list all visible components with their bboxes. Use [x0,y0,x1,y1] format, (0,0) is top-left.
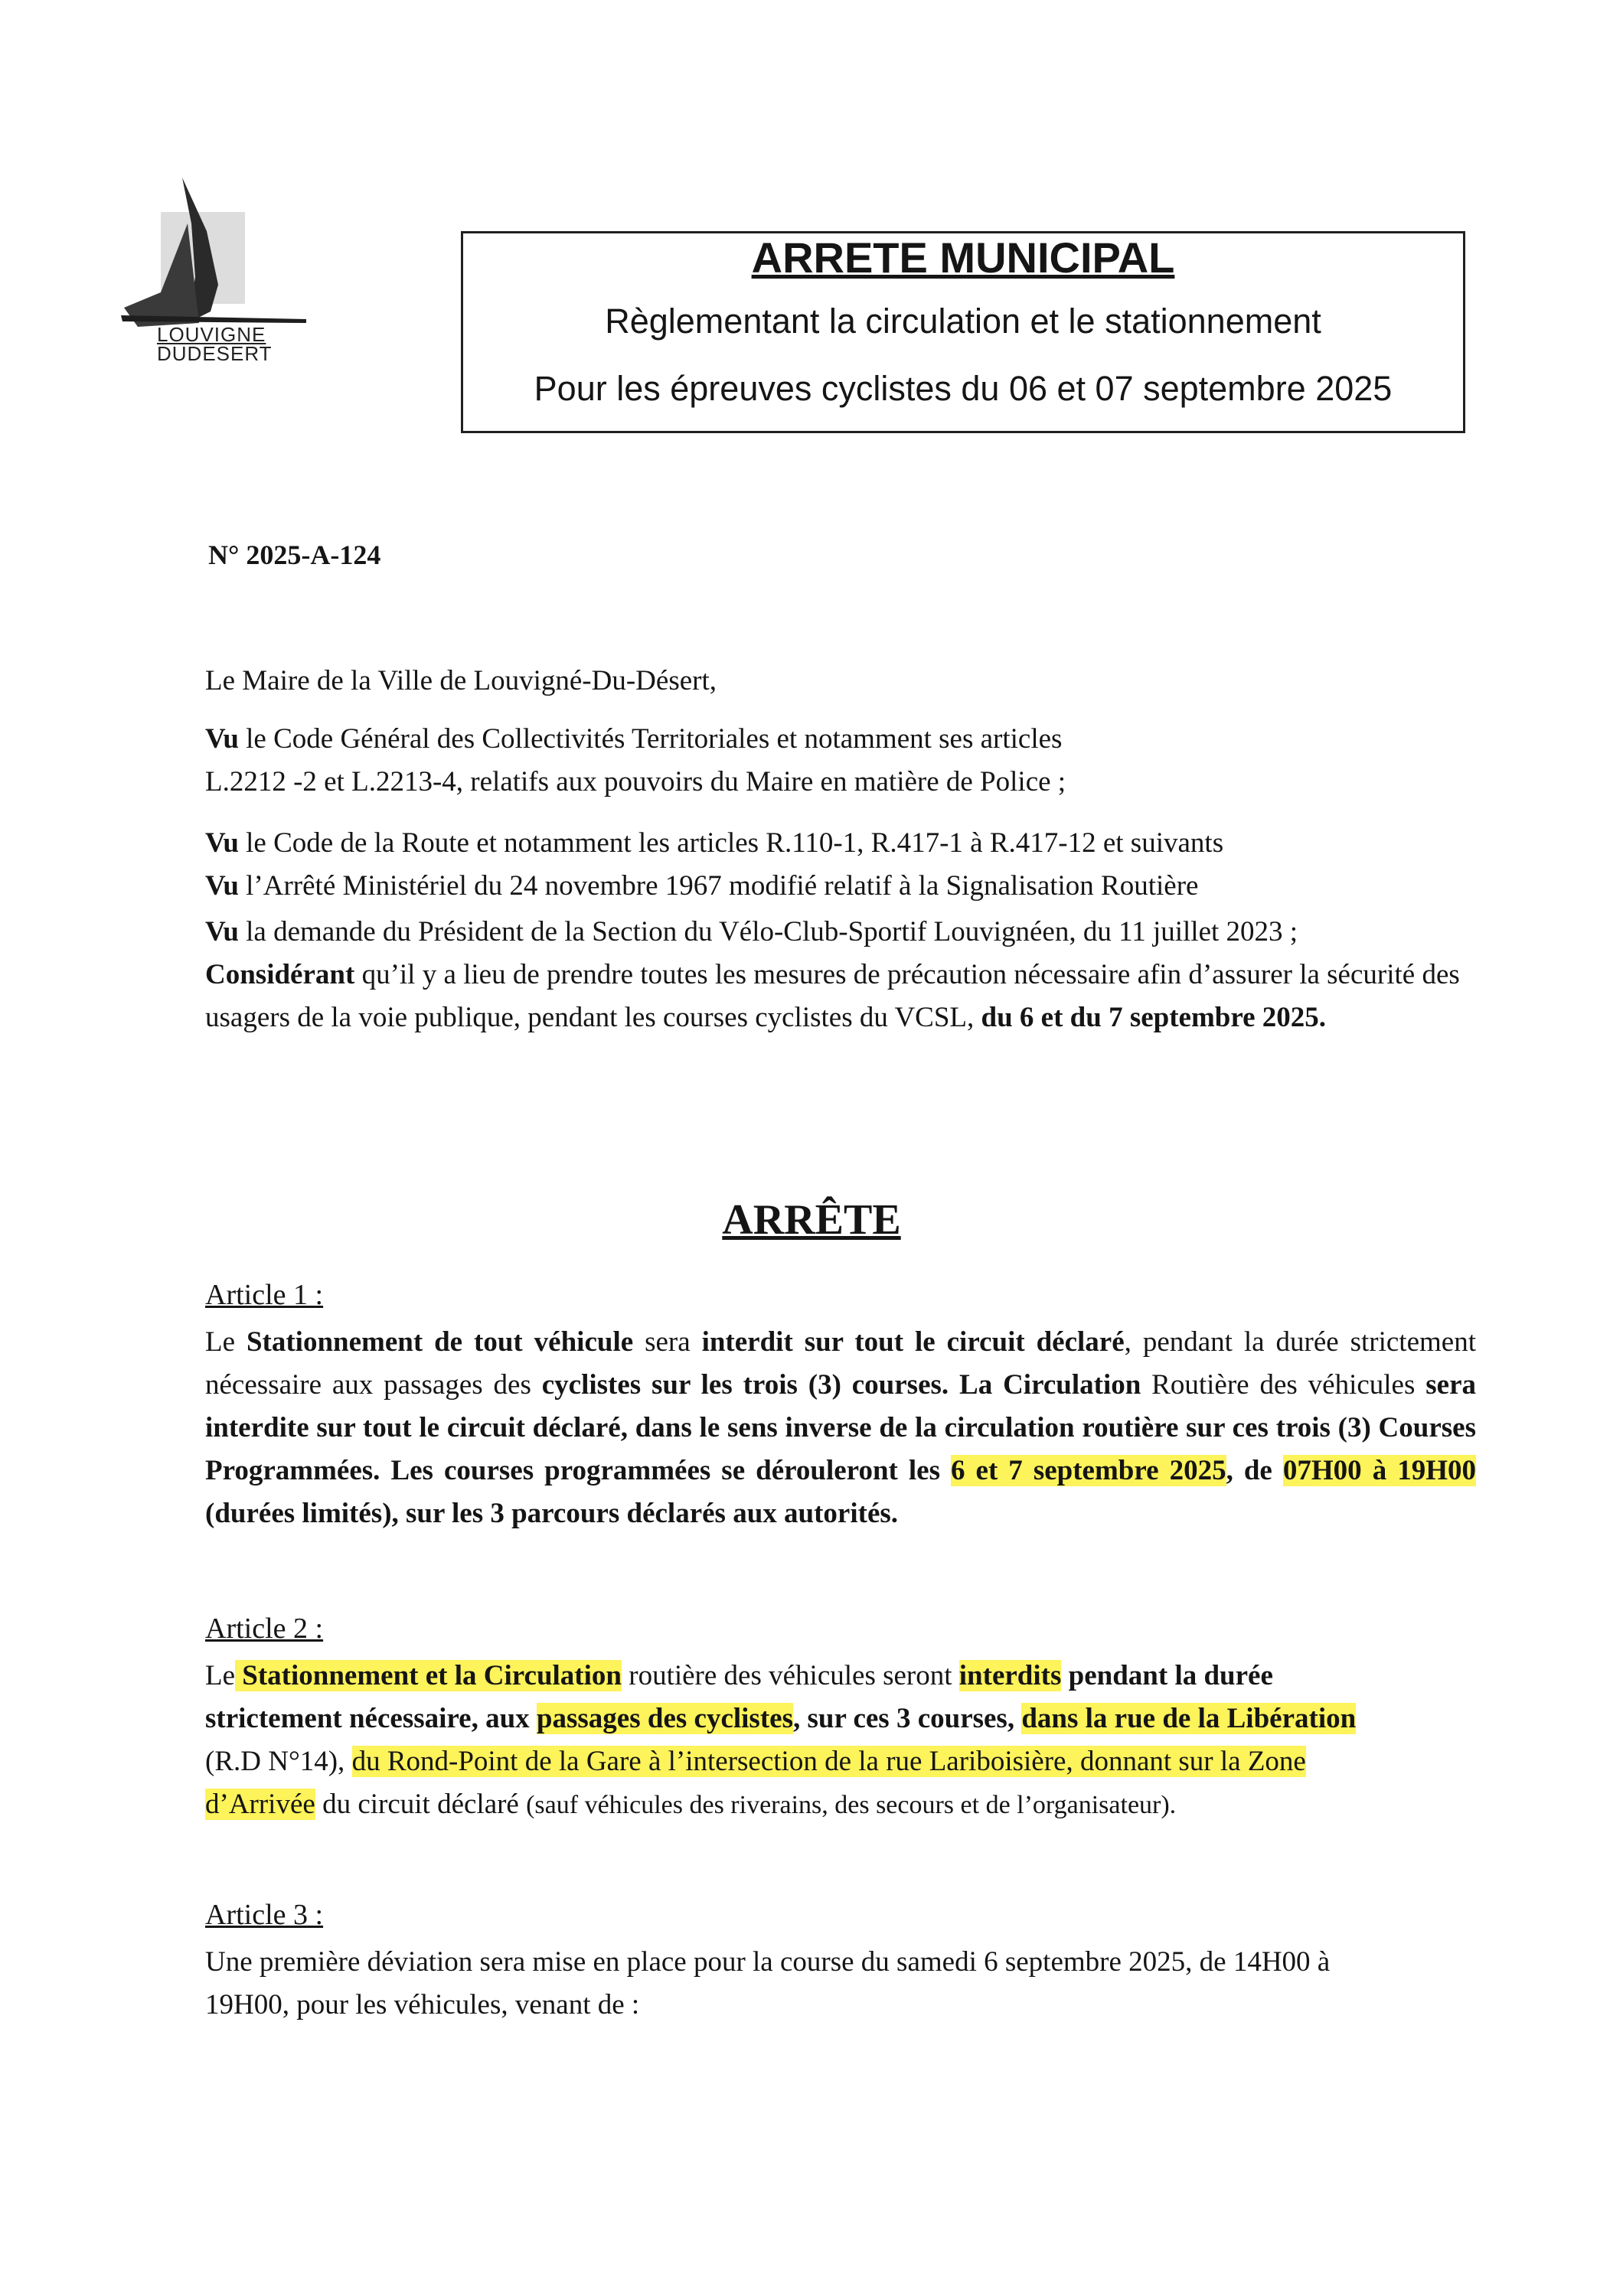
a1-t4 [949,1369,959,1401]
article-1-text [205,1321,1476,1535]
a2-t5: (sauf véhicules des riverains, des secours et de l’organisateur). [526,1791,1177,1819]
a1-t3: , pendant la durée strictement nécessaire aux passages des [205,1326,1476,1401]
vu-arrete-text: l’Arrêté Ministériel du 24 novembre 1967 modifié relatif à la Signalisation Routière [238,870,1199,902]
title-box [461,231,1465,433]
article-3-text: Une première déviation sera mise en place pour la course du samedi 6 septembre 2025, de 14H00 à 19H00, pour les véhicules, venant de : [205,1946,1331,2020]
intro-block [205,660,1476,1039]
a2-t4: du circuit déclaré [315,1789,527,1820]
a1-t5: Routière des véhicules [1141,1369,1426,1401]
decree-title: ARRÊTE [722,1196,901,1244]
article-1-colon: : [308,1279,324,1311]
article-2-body [205,1655,1415,1827]
a1-b7: (durées limités), sur les 3 parcours déclarés aux autorités. [205,1498,899,1529]
document-subtitle-2: Pour les épreuves cyclistes du 06 et 07 septembre 2025 [534,369,1393,408]
vu-label: Vu [205,827,239,859]
vu-code-route [205,822,1476,865]
vu-label: Vu [205,723,239,755]
a2-t1: Le [205,1660,236,1691]
a1-hours-highlight: 07H00 à 19H00 [1282,1455,1477,1486]
a2-stationnement-highlight: Stationnement et la Circulation [235,1660,622,1691]
a2-rond-point-highlight: du Rond-Point de la Gare à l’intersection de la rue Lariboisière, donnant sur la Zone d’Arrivée [205,1746,1306,1820]
a2-interdits-highlight: interdits [958,1660,1062,1691]
article-2-colon: : [308,1613,324,1645]
vu-cgct-articles: L.2212 -2 et L.2213-4, relatifs aux pouvoirs du Maire en matière de Police ; [205,766,1066,797]
logo-line-1: LOUVIGNE [157,323,266,346]
article-2-label: Article 2 [205,1613,309,1645]
mayor-line: Le Maire de la Ville de Louvigné-Du-Désert, [205,665,717,696]
a2-b2: , sur ces 3 courses, [792,1703,1022,1734]
article-3-body [205,1941,1399,2027]
vu-demande [205,911,1476,954]
a2-passages-highlight: passages des cyclistes [536,1703,793,1734]
a1-b4: La Circulation [959,1369,1141,1401]
considerant-dates: du 6 et du 7 septembre 2025. [981,1002,1327,1033]
vu-label: Vu [205,916,239,947]
logo-wordmark [157,325,273,364]
article-2-text [205,1655,1415,1827]
article-1-body [205,1321,1476,1535]
article-2-heading [205,1612,323,1645]
a1-b2: interdit sur tout le circuit déclaré [701,1326,1125,1358]
considerant-label: Considérant [205,959,355,990]
article-1-heading [205,1278,323,1312]
decree-number: N° 2025-A-124 [208,540,381,570]
article-1-label: Article 1 [205,1279,309,1311]
vu-code-route-text: le Code de la Route et notamment les articles R.110-1, R.417-1 à R.417-12 et suivants [238,827,1224,859]
article-3-label: Article 3 [205,1899,309,1931]
considerant [205,954,1476,1039]
vu-label: Vu [205,870,239,902]
a1-b6: , de [1226,1455,1283,1486]
vu-arrete-ministeriel [205,865,1476,908]
a1-dates-highlight: 6 et 7 septembre 2025 [951,1455,1226,1486]
a2-b1: pendant la durée strictement nécessaire, aux [205,1660,1273,1734]
a1-b3: cyclistes sur les trois (3) courses. [541,1369,949,1401]
article-3-heading [205,1898,323,1932]
a1-t1: Le [205,1326,247,1358]
vu-cgct [205,718,1476,761]
article-3-colon: : [308,1899,324,1931]
a1-b5: sera interdite sur tout le circuit déclaré, dans le sens inverse de la circulation routière sur ces trois (3) Courses Programmées. Les courses programmées se dérouleront les [205,1369,1476,1486]
logo-line-2: DUDESERT [157,342,273,365]
a2-t2: routière des véhicules seront [622,1660,959,1691]
vu-demande-text: la demande du Président de la Section du Vélo-Club-Sportif Louvignéen, du 11 juillet 2023 ; [238,916,1298,947]
vu-cgct-text: le Code Général des Collectivités Territoriales et notamment ses articles [238,723,1063,755]
a2-t3: (R.D N°14), [205,1746,352,1777]
document-subtitle-1: Règlementant la circulation et le stationnement [605,302,1321,341]
document-title: ARRETE MUNICIPAL [751,233,1175,282]
a1-b1: Stationnement de tout véhicule [246,1326,634,1358]
a2-rue-highlight: dans la rue de la Libération [1021,1703,1357,1734]
considerant-text: qu’il y a lieu de prendre toutes les mesures de précaution nécessaire afin d’assurer la sécurité des usagers de la voie publique, pendant les courses cyclistes du VCSL, [205,959,1460,1033]
a1-t2: sera [633,1326,702,1358]
